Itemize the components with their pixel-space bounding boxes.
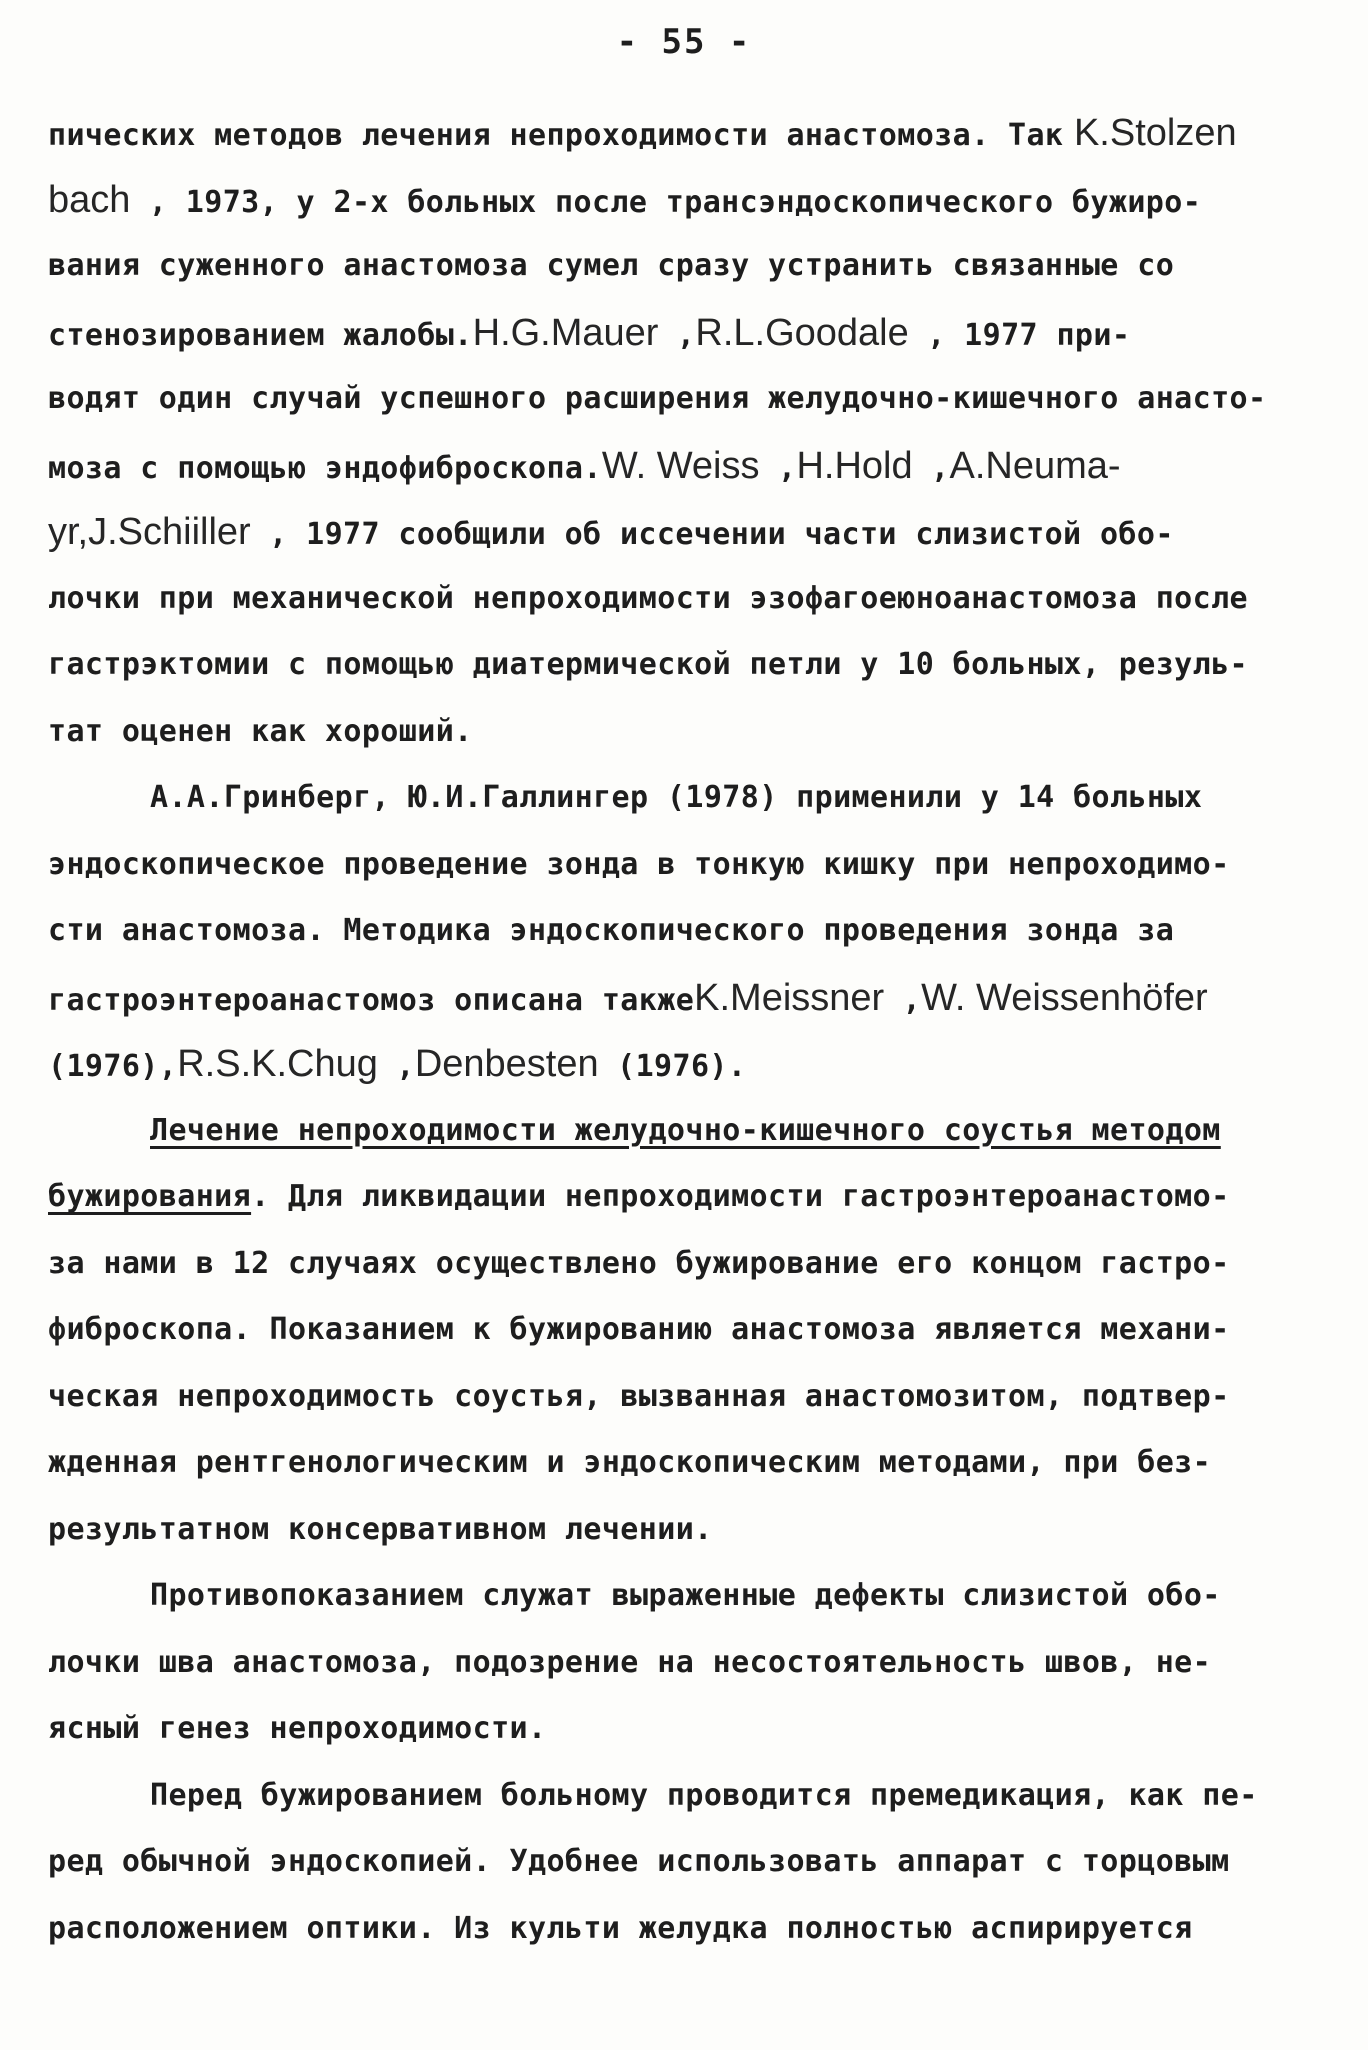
text-line (48, 1031, 1328, 1098)
handwritten-name: K.Meissner (694, 976, 885, 1019)
typed-text: гастроэнтероанастомоз описана также (48, 982, 695, 1018)
text-line (48, 433, 1328, 500)
typed-text: . Для ликвидации непроходимости гастроэнтероанастомо- (251, 1179, 1230, 1214)
typed-text: , (912, 450, 950, 486)
typed-text: , 1977 при- (908, 317, 1131, 353)
typed-text: стенозированием жалобы. (48, 317, 473, 353)
text-line: гастрэктомии с помощью диатермической петли у 10 больных, резуль- (48, 647, 1248, 682)
handwritten-name: Denbesten (414, 1043, 599, 1085)
text-line: лочки при механической непроходимости эзофагоеюноанастомоза после (48, 580, 1248, 616)
typed-text: , (658, 317, 696, 353)
heading-text: Лечение непроходимости желудочно-кишечного соустья методом (150, 1112, 1221, 1148)
text-line: лочки шва анастомоза, подозрение на несостоятельность швов, не- (48, 1644, 1212, 1680)
handwritten-name: K.Stolzen (1063, 112, 1237, 154)
text-line: ясный генез непроходимости. (48, 1711, 547, 1746)
section-heading (48, 1098, 1328, 1165)
text-line (48, 965, 1328, 1032)
text-line (48, 167, 1328, 234)
text-line: ческая непроходимость соустья, вызванная анастомозитом, подтвер- (48, 1378, 1230, 1414)
text-line: сти анастомоза. Методика эндоскопического проведения зонда за (48, 913, 1175, 948)
handwritten-name: A.Neuma- (949, 444, 1121, 487)
typed-text: моза с помощью эндофиброскопа. (48, 450, 602, 486)
text-line (48, 100, 1328, 167)
typed-text: (1976). (598, 1049, 747, 1084)
body-text (48, 100, 1328, 1962)
handwritten-name: W. Weiss (601, 444, 760, 487)
text-line: эндоскопическое проведение зонда в тонкую кишку при непроходимо- (48, 846, 1230, 882)
typed-text: , (377, 1049, 415, 1084)
handwritten-name: R.S.K.Chug (177, 1043, 378, 1085)
handwritten-name: H.G.Mauer (472, 311, 659, 354)
handwritten-name: yr,J.Schiiller (48, 511, 251, 553)
text-line: водят один случай успешного расширения желудочно-кишечного анасто- (48, 381, 1267, 416)
handwritten-name: bach (48, 178, 131, 221)
typed-text: , (759, 450, 797, 486)
text-line (48, 300, 1328, 367)
handwritten-name: H.Hold (796, 444, 913, 487)
text-line (48, 1164, 1328, 1231)
text-line: результатном консервативном лечении. (48, 1511, 713, 1547)
text-line: жденная рентгенологическим и эндоскопическим методами, при без- (48, 1445, 1212, 1480)
text-line: расположением оптики. Из культи желудка полностью аспирируется (48, 1910, 1193, 1946)
text-line: ред обычной эндоскопией. Удобнее использовать аппарат с торцовым (48, 1844, 1230, 1879)
handwritten-name: W. Weissenhöfer (921, 976, 1208, 1019)
page-number: - 55 - (616, 22, 752, 62)
typed-text: , (884, 982, 922, 1018)
typed-text: (1976), (48, 1049, 178, 1084)
text-line: фиброскопа. Показанием к бужированию анастомоза является механи- (48, 1312, 1230, 1347)
text-line: Перед бужированием больному проводится премедикация, как пе- (150, 1777, 1258, 1813)
text-line: вания суженного анастомоза сумел сразу устранить связанные со (48, 248, 1175, 283)
typed-text: пических методов лечения непроходимости анастомоза. Так (48, 118, 1064, 153)
text-line (48, 499, 1328, 566)
text-line: за нами в 12 случаях осуществлено бужирование его концом гастро- (48, 1245, 1230, 1281)
handwritten-name: R.L.Goodale (695, 311, 909, 354)
text-line: Противопоказанием служат выраженные дефекты слизистой обо- (150, 1578, 1221, 1613)
typed-text: , 1973, у 2-х больных после трансэндоскопического бужиро- (130, 184, 1202, 220)
typed-text: , 1977 сообщили об иссечении части слизистой обо- (250, 517, 1174, 552)
text-line: тат оценен как хороший. (48, 713, 473, 749)
text-line: А.А.Гринберг, Ю.И.Галлингер (1978) применили у 14 больных (150, 780, 1203, 815)
heading-text: бужирования (48, 1179, 252, 1214)
